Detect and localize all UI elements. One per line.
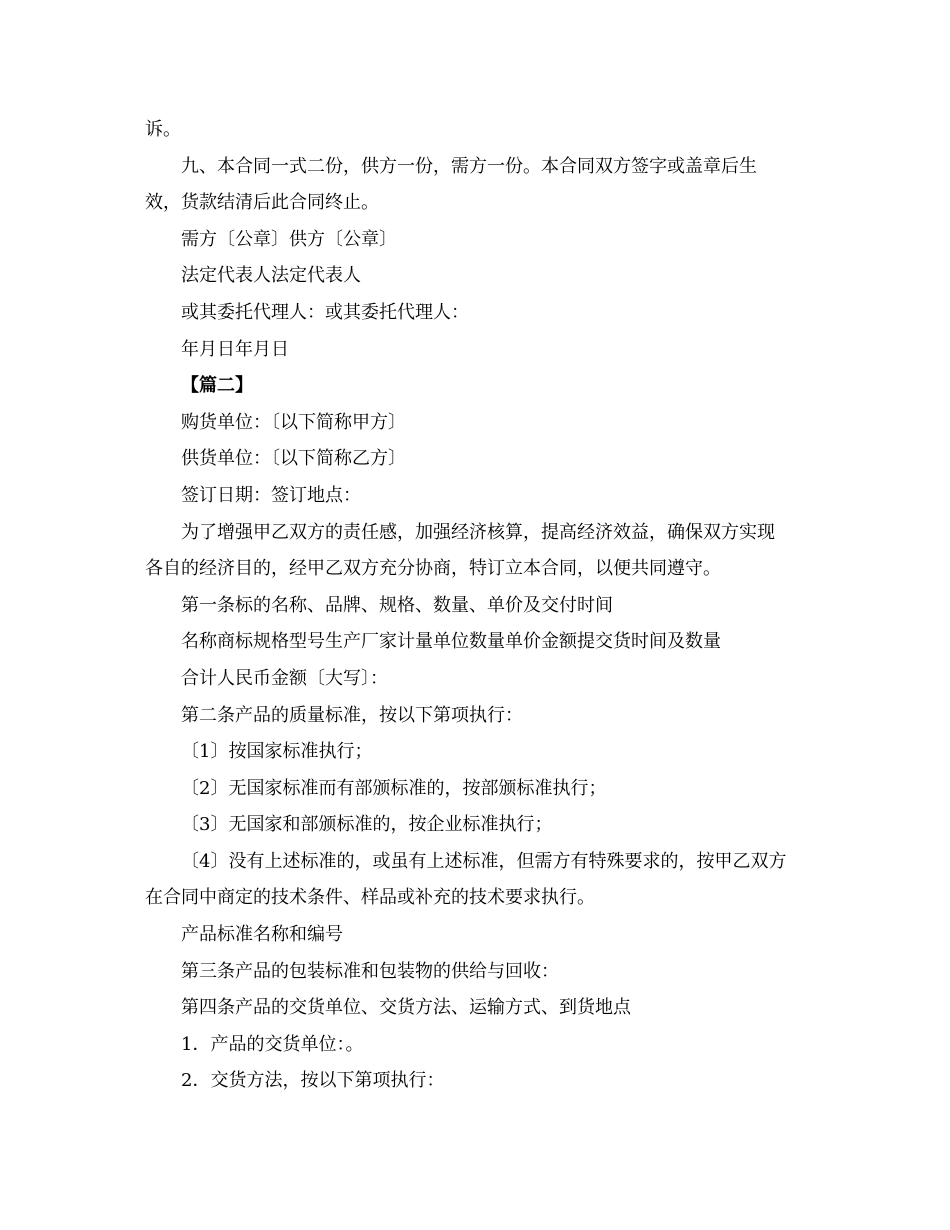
paragraph-line: 2．交货方法，按以下第项执行： (181, 1070, 445, 1092)
paragraph-line: 在合同中商定的技术条件、样品或补充的技术要求执行。 (145, 887, 595, 909)
paragraph-line: 产品标准名称和编号 (181, 924, 343, 946)
paragraph-line: 九、本合同一式二份，供方一份，需方一份。本合同双方签字或盖章后生 (181, 155, 757, 177)
paragraph-line: 1．产品的交货单位：。 (181, 1033, 364, 1055)
paragraph-line: 第一条标的名称、品牌、规格、数量、单价及交付时间 (181, 594, 613, 616)
paragraph-line: 〔2〕无国家标准而有部颁标准的，按部颁标准执行； (181, 777, 607, 799)
paragraph-line: 年月日年月日 (181, 338, 289, 360)
paragraph-line: 〔1〕按国家标准执行； (181, 741, 373, 763)
paragraph-line: 名称商标规格型号生产厂家计量单位数量单价金额提交货时间及数量 (181, 631, 721, 653)
paragraph-line: 诉。 (145, 119, 181, 140)
paragraph-line: 供货单位：〔以下简称乙方〕 (181, 448, 406, 470)
paragraph-line: 或其委托代理人：或其委托代理人： (181, 301, 469, 323)
paragraph-line: 效，货款结清后此合同终止。 (145, 192, 379, 214)
paragraph-line: 第二条产品的质量标准，按以下第项执行： (181, 704, 523, 726)
paragraph-line: 法定代表人法定代表人 (181, 265, 361, 287)
paragraph-line: 购货单位：〔以下简称甲方〕 (181, 411, 406, 433)
paragraph-line: 〔4〕没有上述标准的，或虽有上述标准，但需方有特殊要求的，按甲乙双方 (181, 850, 787, 872)
document-body (145, 112, 815, 1100)
paragraph-line: 为了增强甲乙双方的责任感，加强经济核算，提高经济效益，确保双方实现 (181, 521, 775, 543)
paragraph-line: 第三条产品的包装标准和包装物的供给与回收： (181, 960, 559, 982)
paragraph-line: 第四条产品的交货单位、交货方法、运输方式、到货地点 (181, 997, 631, 1019)
paragraph-line: 签订日期：签订地点： (181, 484, 361, 506)
paragraph-line: 需方〔公章〕供方〔公章〕 (181, 228, 397, 250)
paragraph-line: 各自的经济目的，经甲乙双方充分协商，特订立本合同，以便共同遵守。 (145, 558, 721, 580)
paragraph-line: 〔3〕无国家和部颁标准的，按企业标准执行； (181, 814, 553, 836)
section-heading: 【篇二】 (181, 375, 253, 397)
paragraph-line: 合计人民币金额〔大写〕： (181, 667, 388, 689)
